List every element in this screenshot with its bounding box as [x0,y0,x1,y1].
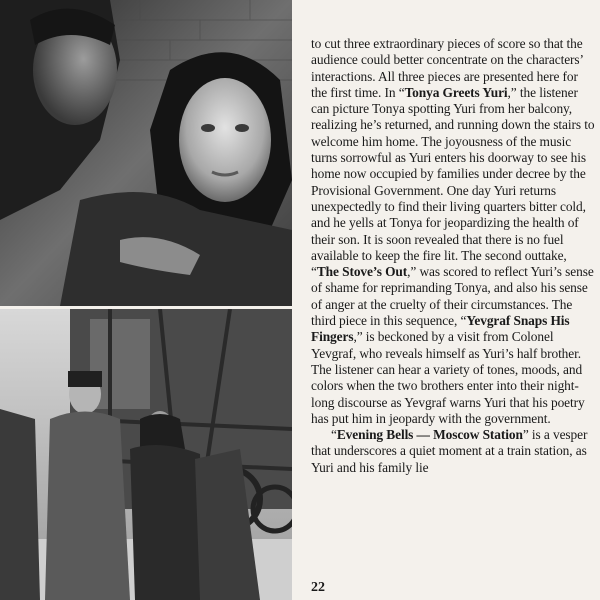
text-span: ,” was scored to reflect Yuri’s sense of shame for reprimanding Tonya, and also his sense of anger at the cruelty of their circumstances. The third piece in this sequence, “ [311,264,594,329]
paragraph-tracks [311,36,596,427]
text-span: ,” is beckoned by a visit from Colonel Yevgraf, who reveals himself as Yuri’s half brother. The listener can hear a variety of tones, moods, and colors when the two brothers enter into their night-long discourse as Yevgraf warns Yuri that his poetry has put him in jeopardy with the government. [311,329,585,426]
page-number: 22 [311,580,325,595]
text-span: ,” the listener can picture Tonya spotting Yuri from her balcony, realizing he’s returned, and running down the stairs to welcome him home. The joyousness of the music turns sorrowful as Yuri enters his doorway to see his home now occupied by families under decree by the Provisional Government. One day Yuri returns unexpectedly to find their living quarters bitter cold, and he yells at Tonya for jeopardizing the health of their son. It is soon revealed that there is no fuel available to keep the fire lit. The second outtake, “ [311,84,595,280]
film-still-bottom-photo [0,309,292,600]
track-title-the-stoves-out: The Stove’s Out [316,264,408,280]
track-title-yevgraf-snaps-his-fingers: Yevgraf Snaps His Fingers [311,313,570,345]
text-span: ” is a vesper that underscores a quiet moment at a train station, as Yuri and his family lie [311,427,588,475]
track-title-tonya-greets-yuri: Tonya Greets Yuri [404,84,508,100]
film-still-top-photo [0,0,292,306]
film-still-close-up-image [0,0,292,306]
liner-notes-text [311,36,596,476]
text-span: to cut three extraordinary pieces of score so that the audience could better concentrate on the characters’ interactions. All three pieces are presented here for the first time. In “ [311,36,583,100]
track-title-evening-bells-moscow-station: Evening Bells — Moscow Station [336,427,523,443]
text-span: “ [331,427,337,443]
paragraph-evening-bells [311,427,596,476]
train-station-scene-image [0,309,292,600]
